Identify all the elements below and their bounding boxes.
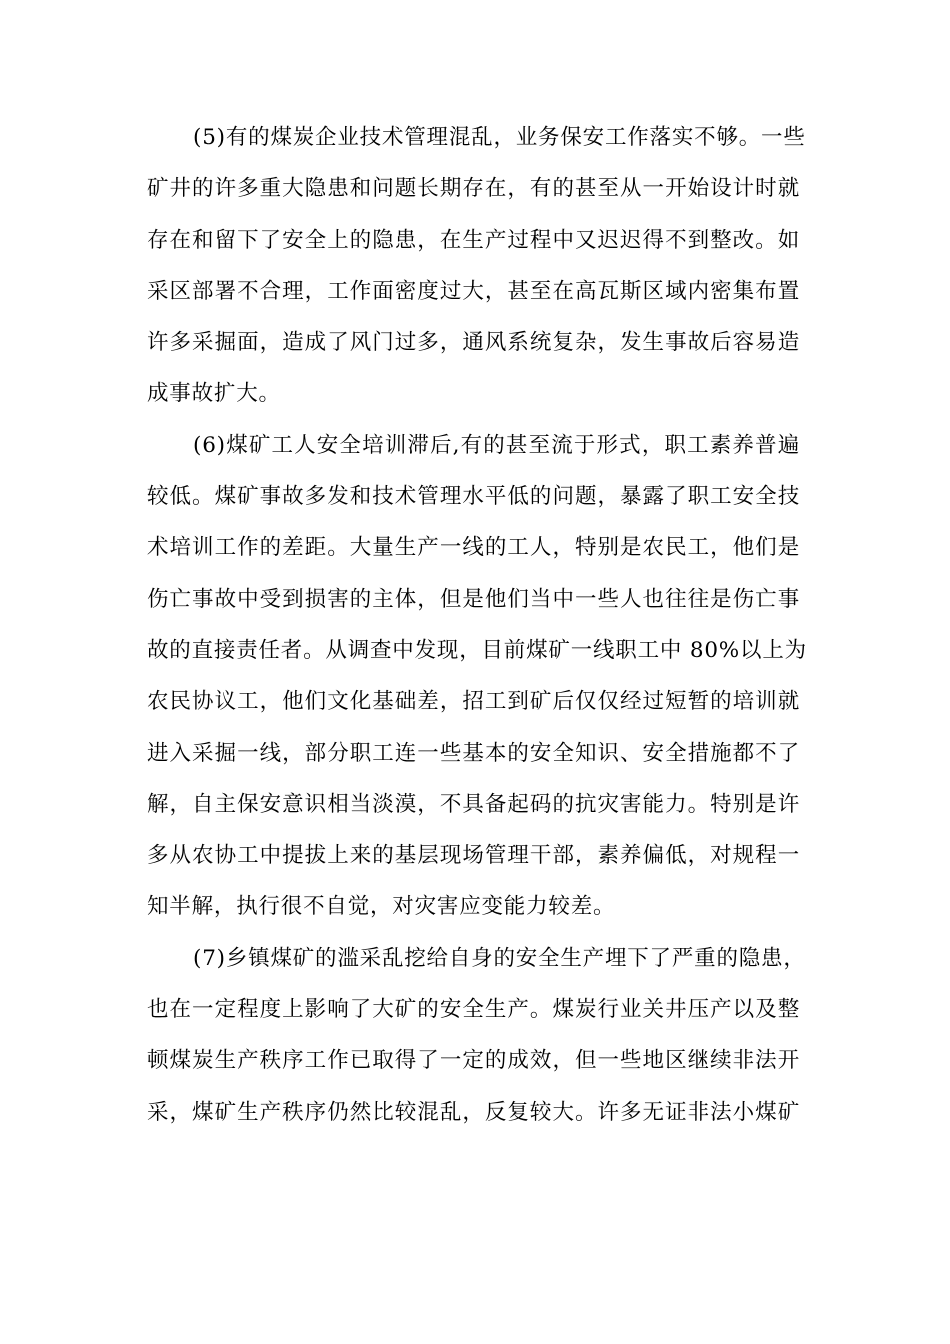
text-line: 解，自主保安意识相当淡漠，不具备起码的抗灾害能力。特别是许 [147, 791, 800, 817]
paragraph-5 [147, 112, 806, 420]
text-line: (5)有的煤炭企业技术管理混乱，业务保安工作落实不够。一些 [193, 125, 806, 150]
paragraph-6 [147, 420, 807, 933]
text-line: (6)煤矿工人安全培训滞后,有的甚至流于形式，职工素养普遍 [193, 432, 800, 458]
text-line: 术培训工作的差距。大量生产一线的工人，特别是农民工，他们是 [147, 535, 800, 561]
text-line: 存在和留下了安全上的隐患，在生产过程中又迟迟得不到整改。如 [147, 227, 800, 253]
text-line: 许多采掘面，造成了风门过多，通风系统复杂，发生事故后容易造 [147, 330, 800, 356]
text-line: 成事故扩大。 [147, 381, 281, 407]
text-line: 多从农协工中提拔上来的基层现场管理干部，素养偏低，对规程一 [147, 843, 800, 869]
text-line: 较低。煤矿事故多发和技术管理水平低的问题，暴露了职工安全技 [147, 484, 800, 510]
text-line: 也在一定程度上影响了大矿的安全生产。煤炭行业关井压产以及整 [147, 997, 800, 1023]
text-line: 伤亡事故中受到损害的主体，但是他们当中一些人也往往是伤亡事 [147, 586, 800, 612]
text-line: 采，煤矿生产秩序仍然比较混乱，反复较大。许多无证非法小煤矿 [147, 1099, 800, 1125]
text-line: 知半解，执行很不自觉，对灾害应变能力较差。 [147, 894, 616, 920]
document-body [147, 112, 807, 1138]
text-line: 进入采掘一线，部分职工连一些基本的安全知识、安全措施都不了 [147, 740, 800, 766]
text-line: 顿煤炭生产秩序工作已取得了一定的成效，但一些地区继续非法开 [147, 1048, 800, 1074]
text-line: 故的直接责任者。从调查中发现，目前煤矿一线职工中 80%以上为 [147, 637, 807, 663]
paragraph-7 [147, 933, 806, 1138]
text-line: 矿井的许多重大隐患和问题长期存在，有的甚至从一开始设计时就 [147, 176, 800, 202]
text-line: 采区部署不合理，工作面密度过大，甚至在高瓦斯区域内密集布置 [147, 278, 800, 304]
text-line: (7)乡镇煤矿的滥采乱挖给自身的安全生产埋下了严重的隐患， [193, 945, 806, 971]
text-line: 农民协议工，他们文化基础差，招工到矿后仅仅经过短暂的培训就 [147, 689, 800, 715]
